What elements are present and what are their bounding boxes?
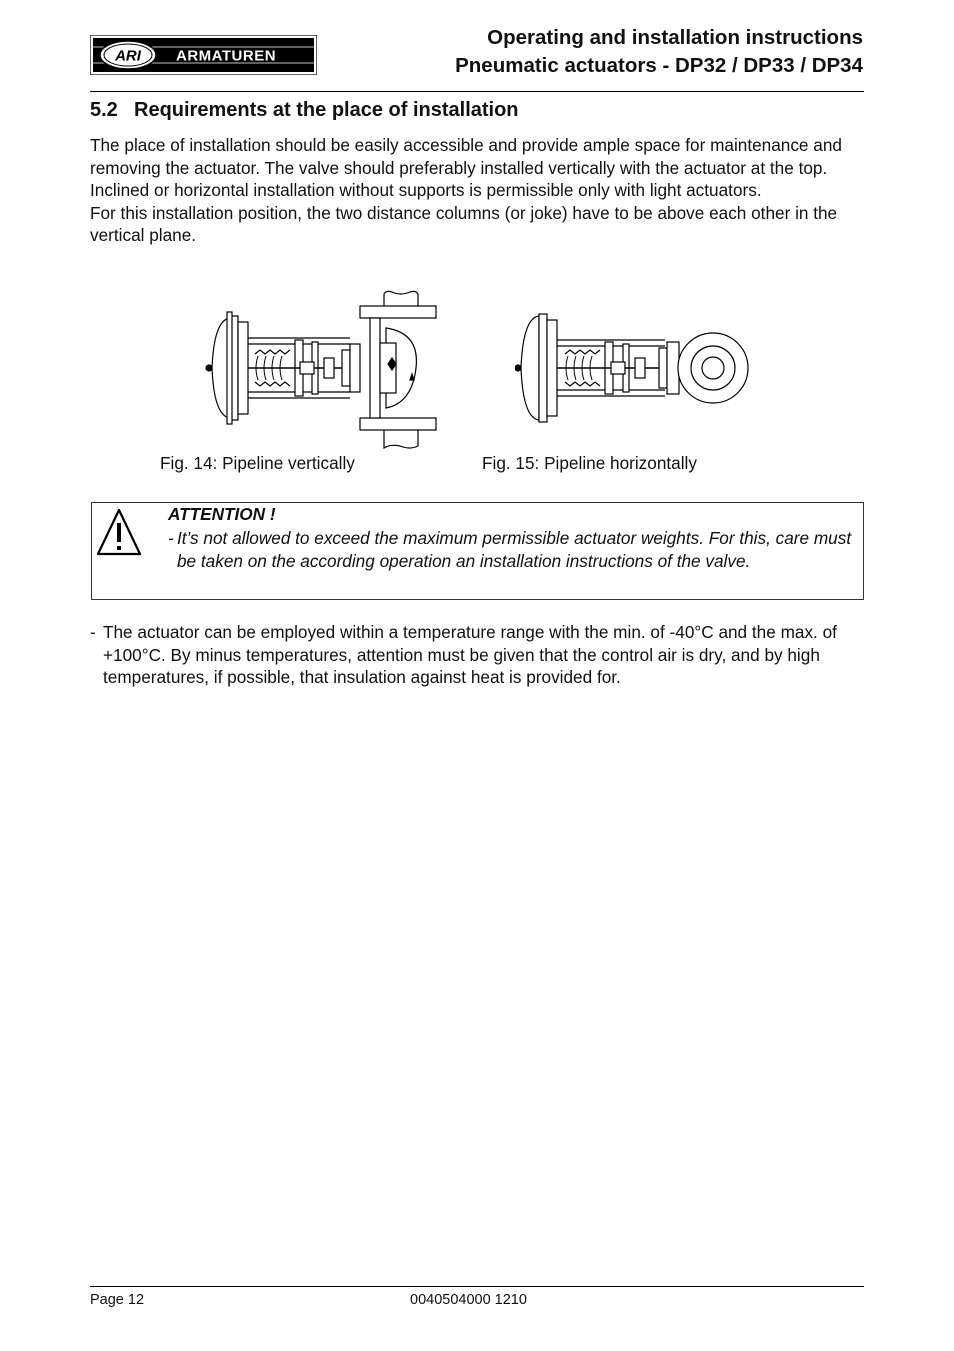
figure-15-pipeline-horizontal — [515, 308, 755, 428]
attention-title: ATTENTION ! — [168, 504, 276, 524]
document-subtitle: Pneumatic actuators - DP32 / DP33 / DP34 — [455, 54, 863, 77]
attention-text — [168, 527, 858, 572]
note-dash: - — [90, 622, 96, 642]
section-number: 5.2 — [90, 99, 118, 121]
ari-armaturen-logo — [90, 35, 317, 75]
attention-dash: - — [168, 528, 174, 548]
document-number: 0040504000 1210 — [410, 1292, 527, 1308]
attention-body: It’s not allowed to exceed the maximum permissible actuator weights. For this, care must be taken on the according operation an installation instructions of the valve. — [177, 528, 852, 571]
warning-triangle-icon — [96, 507, 142, 557]
temperature-note — [90, 621, 870, 689]
svg-text:ARMATUREN: ARMATUREN — [176, 47, 277, 65]
svg-text:ARI: ARI — [115, 47, 141, 65]
footer-divider — [90, 1286, 864, 1287]
intro-paragraph-2: For this installation position, the two distance columns (or joke) have to be above each other in the vertical plane. — [90, 202, 838, 245]
intro-paragraph-1: The place of installation should be easily accessible and provide ample space for maintenance and removing the actuator. The valve should preferably installed vertically with the actuator at the top. Inclined or horizontal installation without supports is permissible only with light actuators. — [90, 135, 842, 200]
section-title: Requirements at the place of installation — [134, 99, 519, 121]
figure-15-caption: Fig. 15: Pipeline horizontally — [482, 453, 697, 473]
section-heading — [90, 99, 519, 122]
page-number: Page 12 — [90, 1292, 145, 1308]
figure-14-caption: Fig. 14: Pipeline vertically — [160, 453, 355, 473]
intro-text — [90, 134, 870, 247]
figure-14-pipeline-vertical — [200, 288, 450, 453]
note-body: The actuator can be employed within a temperature range with the min. of -40°C and the max. of +100°C. By minus temperatures, attention must be given that the control air is dry, and by high temperatures, if possible, that insulation against heat is provided for. — [103, 622, 837, 687]
header-divider — [90, 91, 864, 92]
document-title: Operating and installation instructions — [487, 26, 863, 49]
